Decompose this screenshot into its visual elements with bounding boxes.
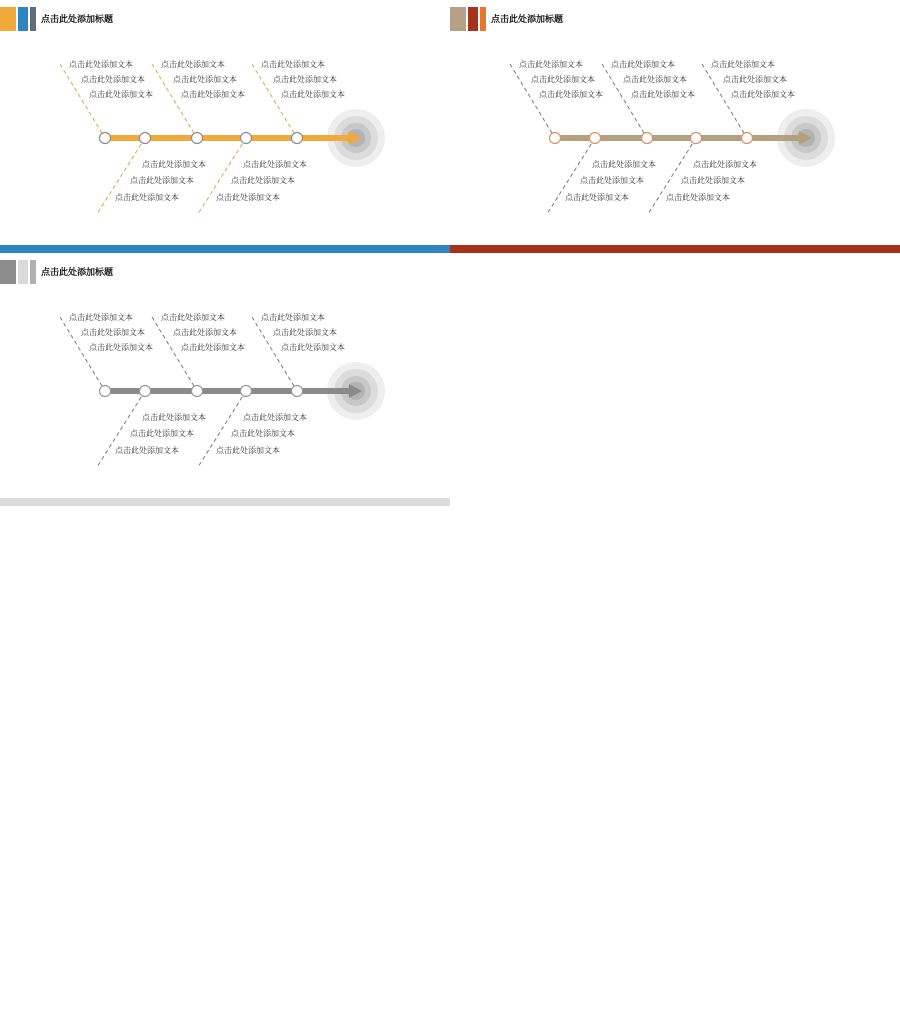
spine-node — [691, 133, 702, 144]
branch-label[interactable]: 点击此处添加文本 — [89, 343, 153, 352]
branch-label[interactable]: 点击此处添加文本 — [243, 160, 307, 169]
branch-label[interactable]: 点击此处添加文本 — [273, 328, 337, 337]
spine-node — [241, 386, 252, 397]
branch-label[interactable]: 点击此处添加文本 — [631, 90, 695, 99]
branch-label[interactable]: 点击此处添加文本 — [281, 343, 345, 352]
spine-node — [550, 133, 561, 144]
fishbone-slide-1 — [0, 0, 450, 253]
branch-label[interactable]: 点击此处添加文本 — [216, 446, 280, 455]
branch-label[interactable]: 点击此处添加文本 — [81, 328, 145, 337]
branch-label[interactable]: 点击此处添加文本 — [173, 75, 237, 84]
branch-label[interactable]: 点击此处添加文本 — [723, 75, 787, 84]
spine-node — [742, 133, 753, 144]
title-swatch — [18, 7, 28, 31]
branch-label[interactable]: 点击此处添加文本 — [161, 313, 225, 322]
title-swatch — [468, 7, 478, 31]
fishbone-diagram — [0, 253, 450, 506]
fishbone-slide-2 — [450, 0, 900, 253]
branch-label[interactable]: 点击此处添加文本 — [531, 75, 595, 84]
fishbone-slide-3 — [0, 253, 450, 506]
title-swatch — [480, 7, 486, 31]
branch-label[interactable]: 点击此处添加文本 — [130, 429, 194, 438]
branch-label[interactable]: 点击此处添加文本 — [243, 413, 307, 422]
spine-node — [140, 386, 151, 397]
slide-title[interactable]: 点击此处添加标题 — [41, 268, 114, 278]
spine-node — [292, 133, 303, 144]
slide-bottom-bar — [450, 245, 900, 253]
branch-label[interactable]: 点击此处添加文本 — [580, 176, 644, 185]
branch-label[interactable]: 点击此处添加文本 — [81, 75, 145, 84]
branch-label[interactable]: 点击此处添加文本 — [69, 313, 133, 322]
branch-label[interactable]: 点击此处添加文本 — [231, 176, 295, 185]
title-swatch — [30, 7, 36, 31]
branch-label[interactable]: 点击此处添加文本 — [623, 75, 687, 84]
branch-label[interactable]: 点击此处添加文本 — [273, 75, 337, 84]
branch-label[interactable]: 点击此处添加文本 — [216, 193, 280, 202]
title-swatch — [450, 7, 466, 31]
branch-label[interactable]: 点击此处添加文本 — [731, 90, 795, 99]
branch-label[interactable]: 点击此处添加文本 — [115, 193, 179, 202]
spine-node — [100, 133, 111, 144]
title-swatch — [0, 260, 16, 284]
branch-label[interactable]: 点击此处添加文本 — [115, 446, 179, 455]
branch-label[interactable]: 点击此处添加文本 — [181, 90, 245, 99]
branch-label[interactable]: 点击此处添加文本 — [693, 160, 757, 169]
spine-node — [292, 386, 303, 397]
branch-label[interactable]: 点击此处添加文本 — [281, 90, 345, 99]
title-swatch — [18, 260, 28, 284]
branch-label[interactable]: 点击此处添加文本 — [592, 160, 656, 169]
branch-label[interactable]: 点击此处添加文本 — [711, 60, 775, 69]
branch-label[interactable]: 点击此处添加文本 — [666, 193, 730, 202]
spine-node — [590, 133, 601, 144]
spine-node — [642, 133, 653, 144]
fishbone-diagram — [0, 0, 450, 253]
slide-title[interactable]: 点击此处添加标题 — [491, 15, 564, 25]
branch-label[interactable]: 点击此处添加文本 — [130, 176, 194, 185]
branch-label[interactable]: 点击此处添加文本 — [611, 60, 675, 69]
spine-node — [241, 133, 252, 144]
spine-node — [192, 386, 203, 397]
branch-label[interactable]: 点击此处添加文本 — [173, 328, 237, 337]
branch-label[interactable]: 点击此处添加文本 — [681, 176, 745, 185]
branch-label[interactable]: 点击此处添加文本 — [539, 90, 603, 99]
spine-node — [100, 386, 111, 397]
branch-label[interactable]: 点击此处添加文本 — [181, 343, 245, 352]
branch-label[interactable]: 点击此处添加文本 — [69, 60, 133, 69]
title-swatch — [30, 260, 36, 284]
branch-label[interactable]: 点击此处添加文本 — [261, 313, 325, 322]
branch-label[interactable]: 点击此处添加文本 — [231, 429, 295, 438]
slide-bottom-bar — [0, 245, 450, 253]
spine-node — [192, 133, 203, 144]
branch-label[interactable]: 点击此处添加文本 — [261, 60, 325, 69]
slide-title[interactable]: 点击此处添加标题 — [41, 15, 114, 25]
slide-bottom-bar — [0, 498, 450, 506]
branch-label[interactable]: 点击此处添加文本 — [519, 60, 583, 69]
title-swatch — [0, 7, 16, 31]
branch-label[interactable]: 点击此处添加文本 — [161, 60, 225, 69]
branch-label[interactable]: 点击此处添加文本 — [89, 90, 153, 99]
branch-label[interactable]: 点击此处添加文本 — [142, 413, 206, 422]
spine-node — [140, 133, 151, 144]
branch-label[interactable]: 点击此处添加文本 — [142, 160, 206, 169]
branch-label[interactable]: 点击此处添加文本 — [565, 193, 629, 202]
fishbone-diagram — [450, 0, 900, 253]
